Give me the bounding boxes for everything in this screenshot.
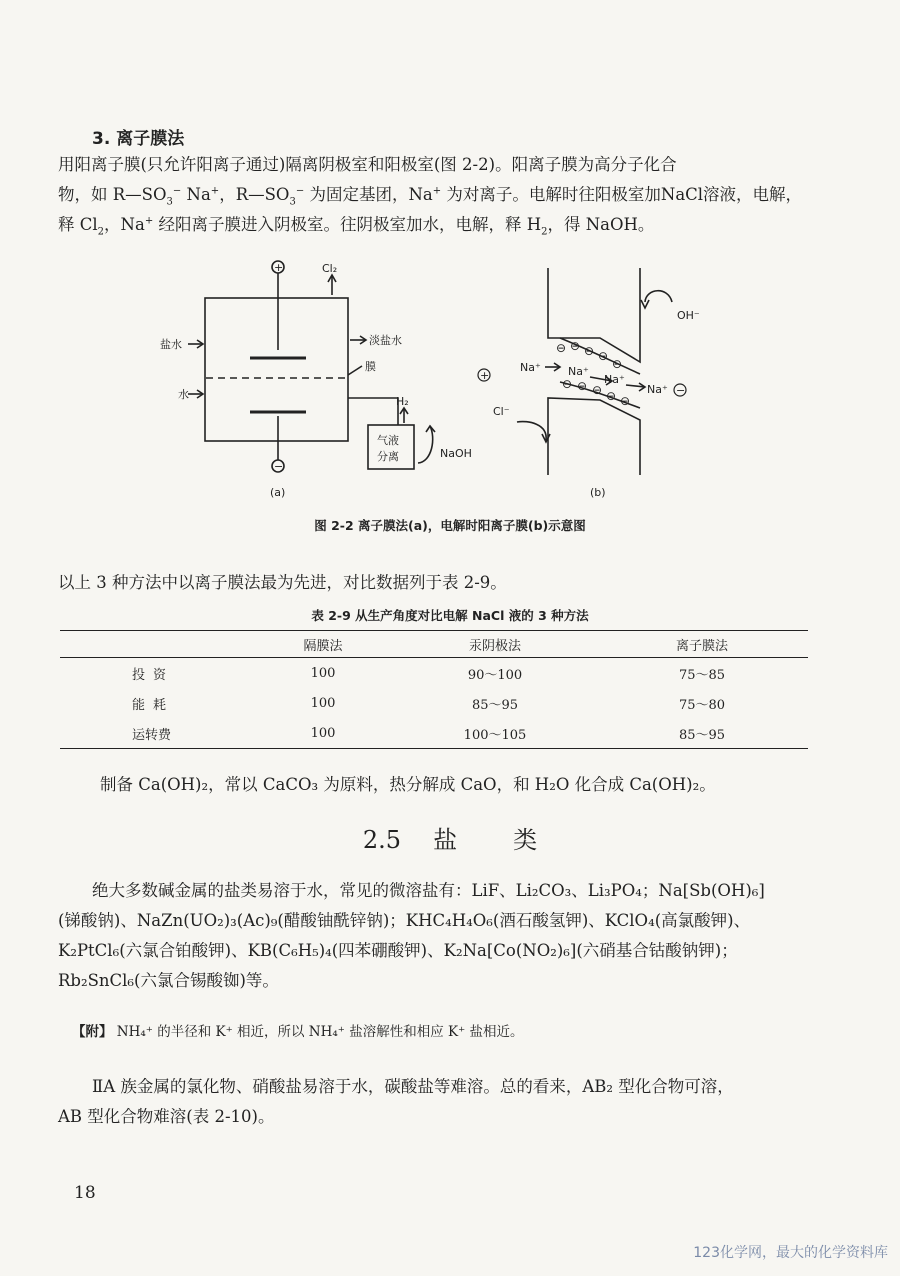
fixed-charge-8: ⊖ [592, 383, 603, 397]
table-cell: 100 [252, 718, 394, 749]
salt-water-label: 盐水 [160, 338, 182, 351]
fixed-charge-3: ⊖ [584, 344, 595, 358]
cl2-label: Cl₂ [322, 262, 338, 275]
table-row [60, 688, 808, 718]
row-label: 运转费 [60, 718, 252, 749]
fixed-charge-5: ⊖ [612, 357, 623, 371]
separator-label-2: 分离 [377, 450, 399, 463]
figure-b-label: (b) [590, 486, 606, 499]
table-cell: 75～85 [678, 667, 726, 683]
table-cell: 100 [310, 695, 336, 711]
table-header-row [60, 631, 808, 658]
h2-label: H₂ [396, 395, 409, 408]
figure-a-label: (a) [270, 486, 286, 499]
table-cell: 100～105 [394, 718, 596, 749]
fixed-charge-1: ⊖ [556, 341, 567, 355]
table-row [60, 718, 808, 749]
figure-2-2 [0, 250, 900, 510]
fixed-charge-9: ⊖ [606, 389, 617, 403]
section-title-b: 类 [513, 826, 538, 854]
para4-line2: (锑酸钠)、NaZn(UO₂)₃(Ac)₉(醋酸铀酰锌钠)；KHC₄H₄O₆(酒石酸氢钾)、KClO₄(高氯酸钾)、 [58, 911, 751, 930]
para4-line3: K₂PtCl₆(六氯合铂酸钾)、KB(C₆H₅)₄(四苯硼酸钾)、K₂Na[Co(NO₂)₆](六硝基合钴酸钠钾)； [58, 941, 738, 960]
table-header-ion-membrane: 离子膜法 [596, 631, 808, 658]
b-plus-label: + [480, 369, 490, 382]
paragraph-ion-membrane [58, 150, 818, 240]
note-tag: 【附】 [72, 1024, 113, 1040]
section-number: 2.5 [362, 826, 402, 854]
na-label-3: Na⁺ [604, 373, 625, 386]
table-header-empty [60, 631, 252, 658]
row-label: 投资 [132, 667, 175, 683]
membrane-label: 膜 [365, 360, 376, 373]
note-text: NH₄⁺ 的半径和 K⁺ 相近，所以 NH₄⁺ 盐溶解性和相应 K⁺ 盐相近。 [112, 1024, 524, 1040]
anode-plus-label: + [274, 261, 284, 274]
paragraph-salts [58, 876, 818, 996]
figure-a-labels [160, 261, 472, 499]
comparison-table [60, 630, 808, 749]
cathode-minus-label: − [274, 460, 284, 473]
table-cell: 90～100 [467, 667, 523, 683]
na-label-1: Na⁺ [520, 361, 541, 374]
para4-line1: 绝大多数碱金属的盐类易溶于水，常见的微溶盐有：LiF、Li₂CO₃、Li₃PO₄；Na[Sb(OH)₆] [92, 881, 765, 900]
paragraph-caoh2: 制备 Ca(OH)₂，常以 CaCO₃ 为原料，热分解成 CaO，和 H₂O 化合成 Ca(OH)₂。 [100, 775, 716, 794]
separator-label-1: 气液 [377, 434, 399, 447]
para4-line4: Rb₂SnCl₆(六氯合锡酸铷)等。 [58, 971, 279, 990]
paragraph-group-iia [58, 1072, 818, 1132]
b-minus-label: − [676, 384, 686, 397]
table-row [60, 658, 808, 689]
fixed-charge-6: ⊖ [562, 377, 573, 391]
cl-label: Cl⁻ [493, 405, 510, 418]
fixed-charge-10: ⊖ [620, 394, 631, 408]
table-header-mercury: 汞阴极法 [394, 631, 596, 658]
water-label: 水 [178, 388, 189, 401]
table-cell: 75～80 [678, 697, 726, 713]
figure-caption: 图 2-2 离子膜法(a)，电解时阳离子膜(b)示意图 [314, 518, 586, 533]
section-heading: 3. 离子膜法 [92, 129, 185, 149]
table-header-diaphragm: 隔膜法 [252, 631, 394, 658]
fixed-charge-4: ⊖ [598, 349, 609, 363]
naoh-label: NaOH [440, 447, 472, 460]
table-cell: 85～95 [471, 697, 519, 713]
para5-line2: AB 型化合物难溶(表 2-10)。 [58, 1107, 275, 1126]
para5-line1: ⅡA 族金属的氯化物、硝酸盐易溶于水，碳酸盐等难溶。总的看来，AB₂ 型化合物可溶， [92, 1077, 734, 1096]
table-cell: 100 [310, 665, 336, 681]
para1-line1: 用阳离子膜(只允许阳离子通过)隔离阴极室和阳极室(图 2-2)。阳离子膜为高分子化合 [58, 155, 677, 174]
section-title-a: 盐 [433, 826, 458, 854]
row-label: 能耗 [132, 697, 175, 713]
dilute-salt-water-label: 淡盐水 [369, 334, 402, 347]
table-caption: 表 2-9 从生产角度对比电解 NaCl 液的 3 种方法 [311, 608, 589, 623]
para1-line2: 物，如 $R—SO_3^-$ Na+，$R—SO_3^-$ 为固定基团，Na+ 为对离子。电解时往阳极室加NaCl溶液，电解， [58, 185, 803, 208]
para1-line3: 释 $Cl_2$，Na+ 经阳离子膜进入阴极室。往阴极室加水，电解，释 $H_2$，得 NaOH。 [58, 215, 655, 238]
table-cell: 85～95 [596, 718, 808, 749]
note [72, 1020, 524, 1040]
section-title [0, 820, 900, 855]
fixed-charge-2: ⊖ [570, 339, 581, 353]
oh-label: OH⁻ [677, 309, 700, 322]
fixed-charge-7: ⊖ [577, 379, 588, 393]
page-number: 18 [74, 1183, 96, 1203]
paragraph-comparison: 以上 3 种方法中以离子膜法最为先进，对比数据列于表 2-9。 [58, 573, 507, 592]
watermark: 123化学网，最大的化学资料库 [693, 1245, 888, 1261]
cell-body [205, 298, 348, 441]
na-label-4: Na⁺ [647, 383, 668, 396]
na-label-2: Na⁺ [568, 365, 589, 378]
